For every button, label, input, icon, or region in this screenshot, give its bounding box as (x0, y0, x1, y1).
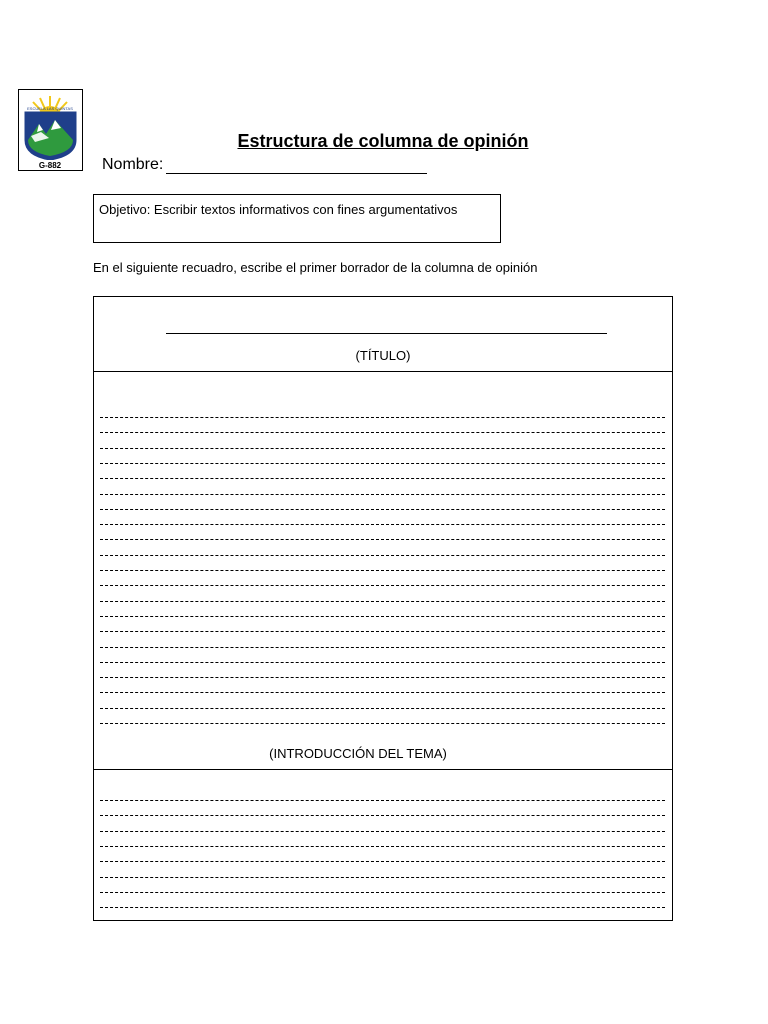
writing-line[interactable] (100, 509, 665, 510)
writing-line[interactable] (100, 877, 665, 878)
writing-line[interactable] (100, 708, 665, 709)
intro-section-label: (INTRODUCCIÓN DEL TEMA) (269, 746, 447, 761)
writing-line[interactable] (100, 647, 665, 648)
writing-line[interactable] (100, 585, 665, 586)
writing-line[interactable] (100, 631, 665, 632)
writing-line[interactable] (100, 539, 665, 540)
title-divider (93, 371, 673, 372)
writing-line[interactable] (100, 907, 665, 908)
writing-line[interactable] (100, 570, 665, 571)
writing-line[interactable] (100, 861, 665, 862)
writing-line[interactable] (100, 524, 665, 525)
writing-line[interactable] (100, 831, 665, 832)
writing-line[interactable] (100, 846, 665, 847)
writing-line[interactable] (100, 494, 665, 495)
writing-box (93, 296, 673, 921)
writing-line[interactable] (100, 616, 665, 617)
writing-line[interactable] (100, 463, 665, 464)
title-section-label: (TÍTULO) (355, 348, 411, 363)
school-crest-icon (19, 90, 82, 170)
name-field[interactable] (166, 173, 427, 174)
instruction-text: En el siguiente recuadro, escribe el primer borrador de la columna de opinión (93, 260, 538, 275)
writing-line[interactable] (100, 478, 665, 479)
logo-school-name: ESCUELA LAS QUINTAS (27, 106, 73, 111)
writing-line[interactable] (100, 601, 665, 602)
objective-text: Objetivo: Escribir textos informativos con fines argumentativos (99, 202, 458, 217)
school-logo (18, 89, 83, 171)
page-title: Estructura de columna de opinión (237, 131, 529, 151)
writing-line[interactable] (100, 723, 665, 724)
writing-line[interactable] (100, 815, 665, 816)
writing-line[interactable] (100, 448, 665, 449)
name-label: Nombre: (102, 156, 164, 173)
title-writing-line[interactable] (166, 333, 607, 334)
writing-line[interactable] (100, 892, 665, 893)
writing-line[interactable] (100, 555, 665, 556)
writing-line[interactable] (100, 677, 665, 678)
writing-line[interactable] (100, 432, 665, 433)
writing-line[interactable] (100, 417, 665, 418)
writing-line[interactable] (100, 662, 665, 663)
logo-code: G-882 (38, 161, 62, 170)
intro-divider (93, 769, 673, 770)
writing-line[interactable] (100, 692, 665, 693)
writing-line[interactable] (100, 800, 665, 801)
